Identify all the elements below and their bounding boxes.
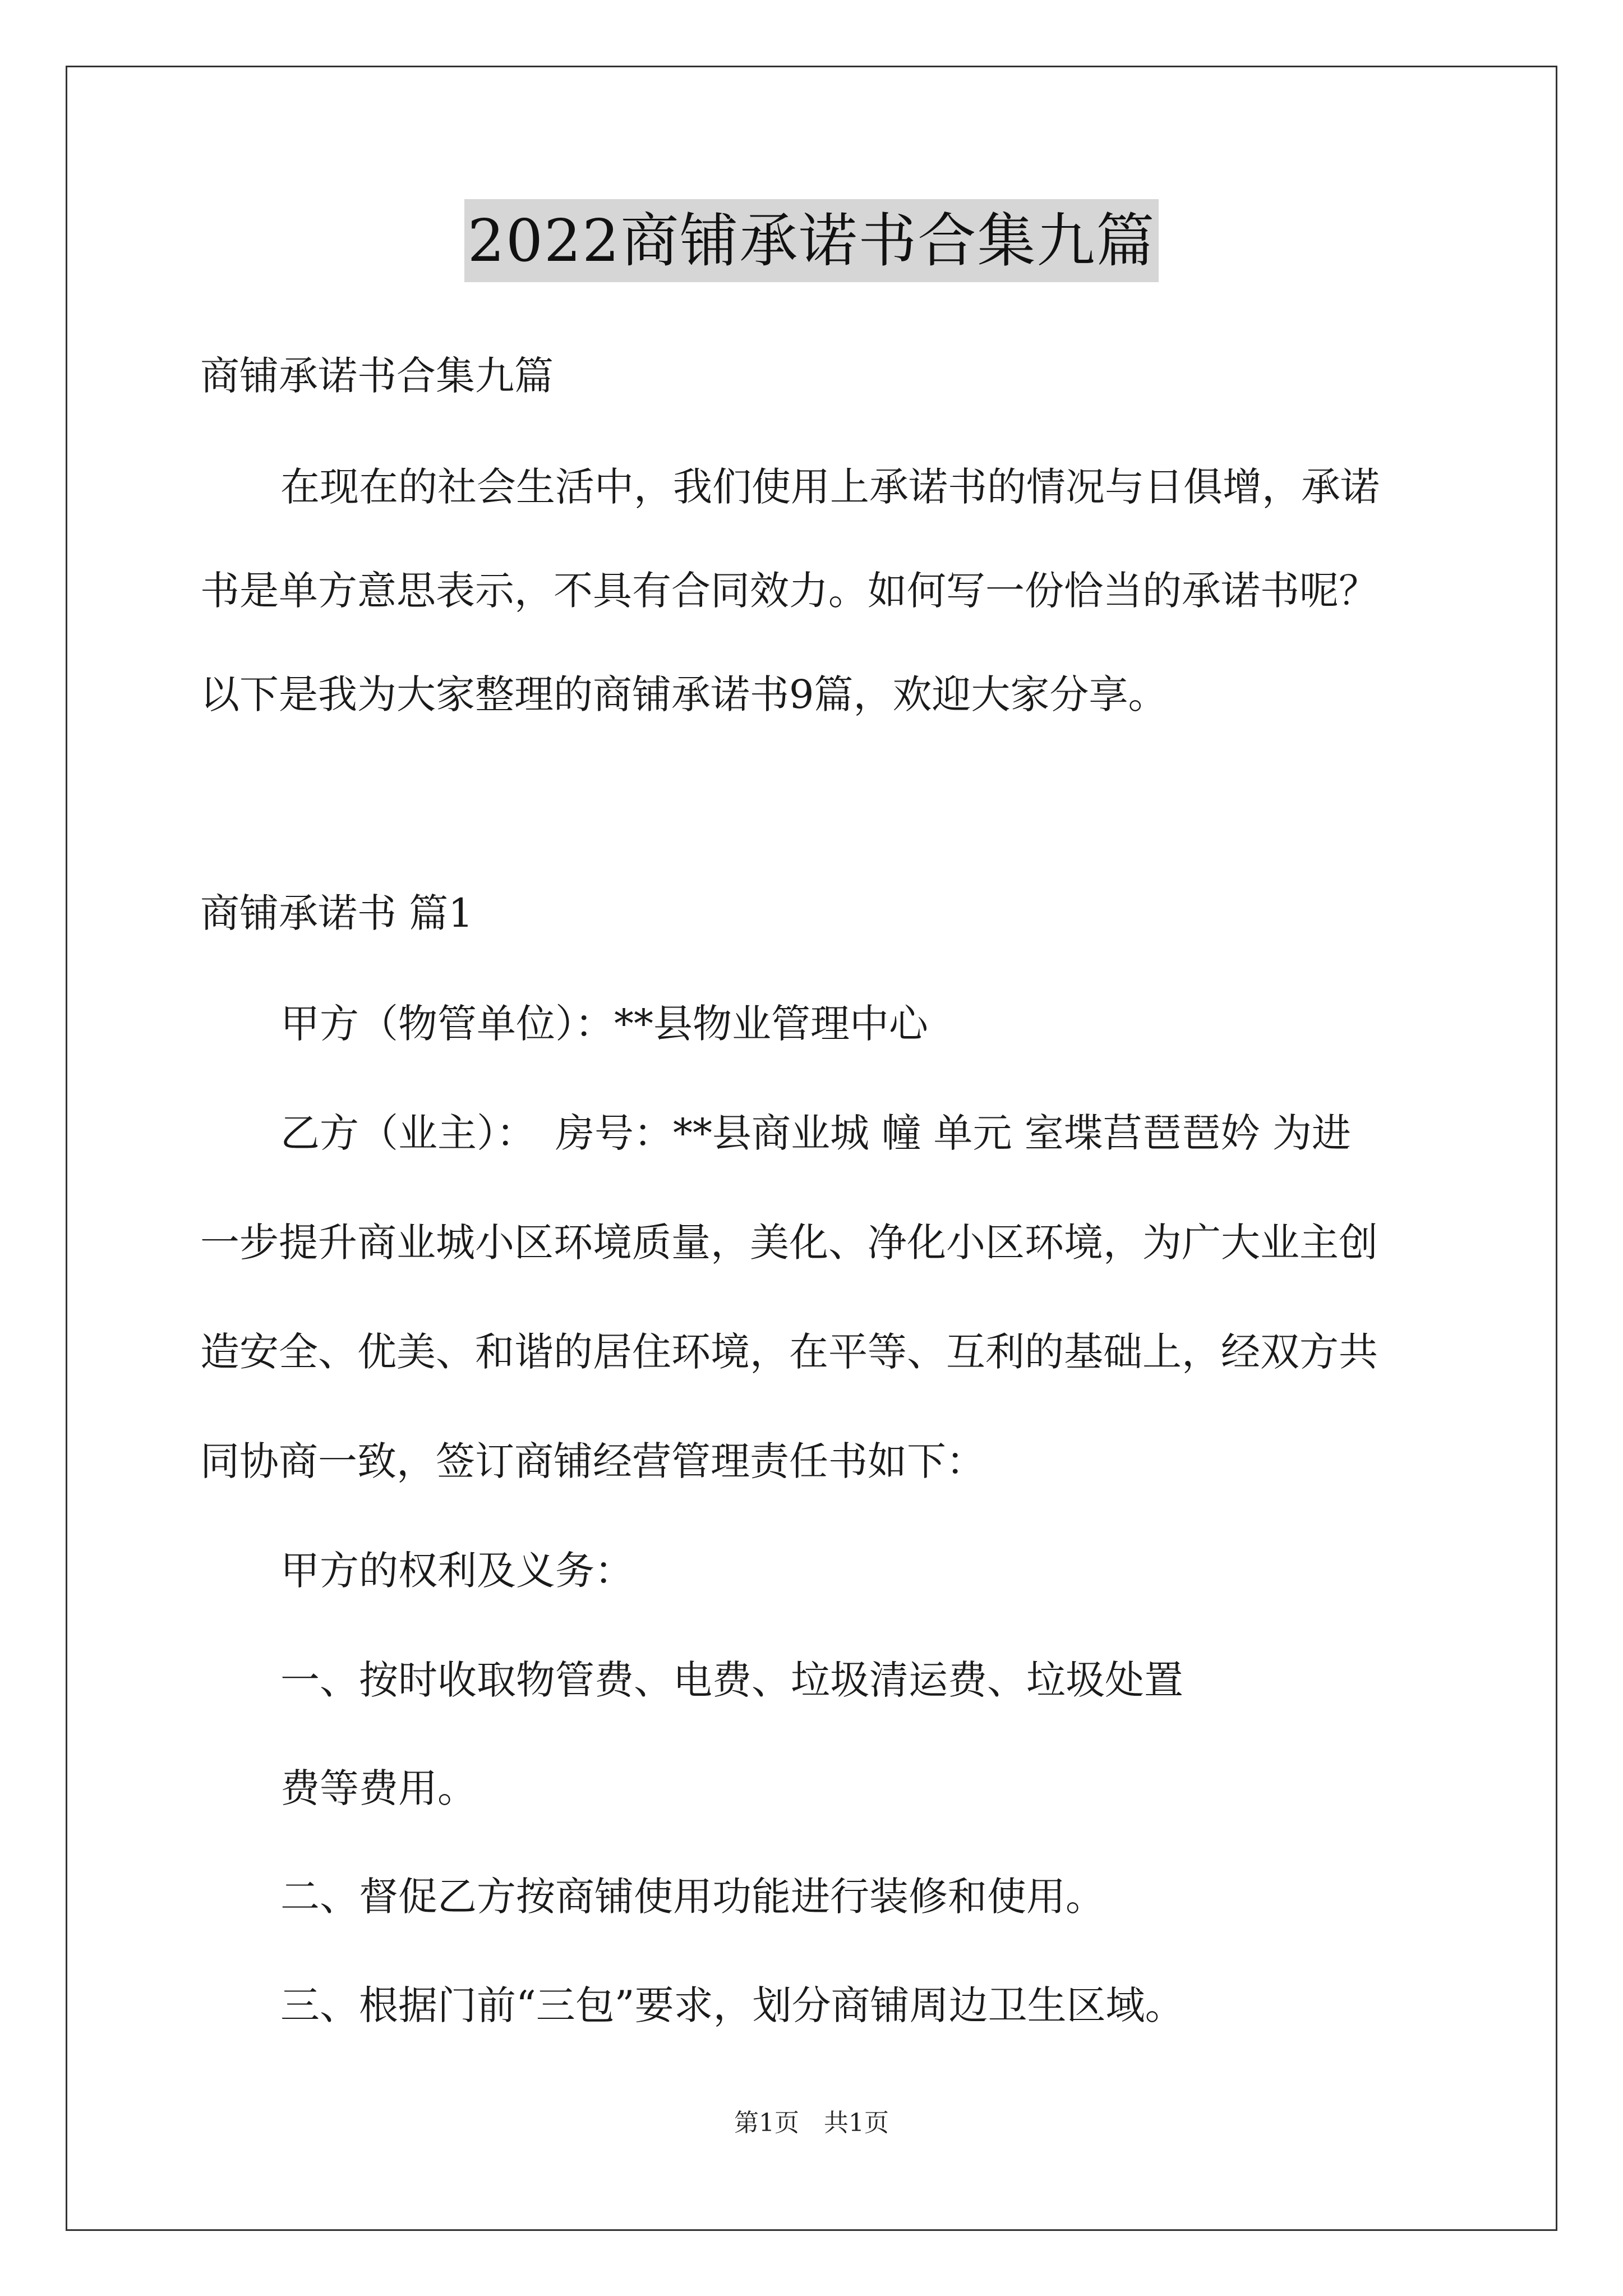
page-footer: 第1页 共1页 <box>734 2109 889 2137</box>
section-heading: 商铺承诺书 篇1 <box>200 890 473 936</box>
party-b-line-2: 一步提升商业城小区环境质量，美化、净化小区环境，为广大业主创 <box>200 1220 1378 1266</box>
intro-line-2: 书是单方意思表示，不具有合同效力。如何写一份恰当的承诺书呢？ <box>200 568 1378 614</box>
item-3: 三、根据门前“三包”要求，划分商铺周边卫生区域。 <box>280 1982 1184 2028</box>
party-a-line: 甲方（物管单位）：**县物业管理中心 <box>280 1001 928 1047</box>
item-1-line-2: 费等费用。 <box>280 1765 477 1811</box>
rights-heading: 甲方的权利及义务： <box>280 1548 634 1594</box>
intro-line-3: 以下是我为大家整理的商铺承诺书9篇，欢迎大家分享。 <box>200 671 1168 717</box>
item-1-line-1: 一、按时收取物管费、电费、垃圾清运费、垃圾处置 <box>280 1657 1183 1703</box>
document-title: 2022商铺承诺书合集九篇 <box>464 199 1159 282</box>
document-subtitle: 商铺承诺书合集九篇 <box>200 353 554 399</box>
party-b-line-1: 乙方（业主）： 房号：**县商业城 幢 单元 室堞莒琶琶妗 为进 <box>280 1110 1352 1156</box>
title-container <box>0 199 1623 282</box>
item-2: 二、督促乙方按商铺使用功能进行装修和使用。 <box>280 1874 1105 1920</box>
intro-line-1: 在现在的社会生活中，我们使用上承诺书的情况与日俱增，承诺 <box>280 464 1380 510</box>
party-b-line-4: 同协商一致，签订商铺经营管理责任书如下： <box>200 1438 985 1484</box>
party-b-line-3: 造安全、优美、和谐的居住环境，在平等、互利的基础上，经双方共 <box>200 1329 1378 1375</box>
